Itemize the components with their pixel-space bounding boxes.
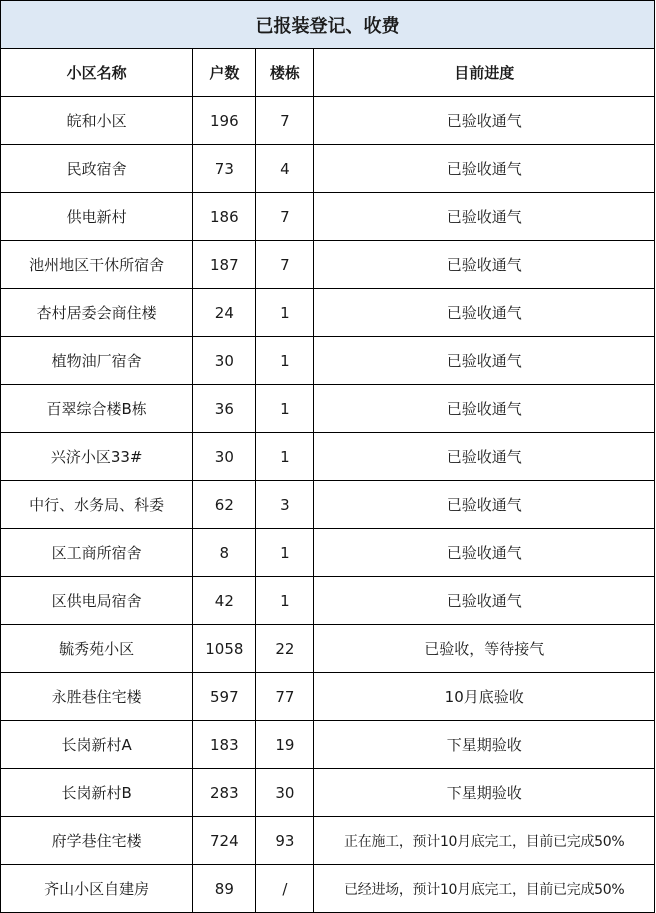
cell-buildings: 30 bbox=[256, 769, 314, 817]
cell-community-name: 皖和小区 bbox=[1, 97, 193, 145]
table-row bbox=[1, 337, 655, 385]
table-row bbox=[1, 289, 655, 337]
cell-buildings: 4 bbox=[256, 145, 314, 193]
table-row bbox=[1, 385, 655, 433]
cell-households: 8 bbox=[193, 529, 256, 577]
table-title: 已报装登记、收费 bbox=[1, 1, 655, 49]
cell-community-name: 区供电局宿舍 bbox=[1, 577, 193, 625]
cell-households: 36 bbox=[193, 385, 256, 433]
title-row bbox=[1, 1, 655, 49]
table-row bbox=[1, 721, 655, 769]
cell-households: 187 bbox=[193, 241, 256, 289]
cell-progress: 已验收，等待接气 bbox=[314, 625, 655, 673]
cell-progress: 10月底验收 bbox=[314, 673, 655, 721]
cell-households: 196 bbox=[193, 97, 256, 145]
cell-community-name: 池州地区干休所宿舍 bbox=[1, 241, 193, 289]
cell-progress: 已验收通气 bbox=[314, 193, 655, 241]
table-row bbox=[1, 97, 655, 145]
cell-progress: 已验收通气 bbox=[314, 241, 655, 289]
cell-households: 724 bbox=[193, 817, 256, 865]
cell-households: 73 bbox=[193, 145, 256, 193]
cell-community-name: 区工商所宿舍 bbox=[1, 529, 193, 577]
cell-households: 597 bbox=[193, 673, 256, 721]
table-row bbox=[1, 817, 655, 865]
table-row bbox=[1, 193, 655, 241]
cell-progress: 已验收通气 bbox=[314, 145, 655, 193]
cell-community-name: 供电新村 bbox=[1, 193, 193, 241]
cell-buildings: 1 bbox=[256, 577, 314, 625]
cell-progress: 正在施工，预计10月底完工，目前已完成50% bbox=[314, 817, 655, 865]
table-row bbox=[1, 529, 655, 577]
header-households: 户数 bbox=[193, 49, 256, 97]
cell-households: 183 bbox=[193, 721, 256, 769]
table-row bbox=[1, 673, 655, 721]
cell-buildings: 3 bbox=[256, 481, 314, 529]
cell-households: 42 bbox=[193, 577, 256, 625]
table-row bbox=[1, 625, 655, 673]
cell-progress: 已验收通气 bbox=[314, 529, 655, 577]
cell-progress: 已经进场，预计10月底完工，目前已完成50% bbox=[314, 865, 655, 913]
cell-progress: 已验收通气 bbox=[314, 97, 655, 145]
cell-buildings: 1 bbox=[256, 385, 314, 433]
cell-buildings: 77 bbox=[256, 673, 314, 721]
cell-progress: 已验收通气 bbox=[314, 337, 655, 385]
header-buildings: 楼栋 bbox=[256, 49, 314, 97]
cell-progress: 已验收通气 bbox=[314, 577, 655, 625]
table-row bbox=[1, 241, 655, 289]
cell-households: 186 bbox=[193, 193, 256, 241]
cell-buildings: 93 bbox=[256, 817, 314, 865]
cell-households: 30 bbox=[193, 337, 256, 385]
cell-progress: 已验收通气 bbox=[314, 481, 655, 529]
cell-community-name: 杏村居委会商住楼 bbox=[1, 289, 193, 337]
cell-buildings: 22 bbox=[256, 625, 314, 673]
cell-community-name: 中行、水务局、科委 bbox=[1, 481, 193, 529]
cell-progress: 已验收通气 bbox=[314, 385, 655, 433]
cell-buildings: 1 bbox=[256, 337, 314, 385]
header-row bbox=[1, 49, 655, 97]
cell-community-name: 长岗新村B bbox=[1, 769, 193, 817]
cell-households: 30 bbox=[193, 433, 256, 481]
cell-community-name: 永胜巷住宅楼 bbox=[1, 673, 193, 721]
header-progress: 目前进度 bbox=[314, 49, 655, 97]
cell-buildings: 7 bbox=[256, 97, 314, 145]
table-row bbox=[1, 769, 655, 817]
cell-households: 62 bbox=[193, 481, 256, 529]
cell-households: 283 bbox=[193, 769, 256, 817]
cell-buildings: / bbox=[256, 865, 314, 913]
cell-buildings: 1 bbox=[256, 289, 314, 337]
cell-buildings: 1 bbox=[256, 529, 314, 577]
header-community-name: 小区名称 bbox=[1, 49, 193, 97]
table-row bbox=[1, 481, 655, 529]
cell-households: 1058 bbox=[193, 625, 256, 673]
table-row bbox=[1, 433, 655, 481]
cell-buildings: 7 bbox=[256, 193, 314, 241]
cell-community-name: 植物油厂宿舍 bbox=[1, 337, 193, 385]
cell-community-name: 百翠综合楼B栋 bbox=[1, 385, 193, 433]
cell-buildings: 7 bbox=[256, 241, 314, 289]
table-row bbox=[1, 577, 655, 625]
cell-progress: 下星期验收 bbox=[314, 769, 655, 817]
cell-buildings: 1 bbox=[256, 433, 314, 481]
cell-progress: 已验收通气 bbox=[314, 289, 655, 337]
cell-progress: 下星期验收 bbox=[314, 721, 655, 769]
cell-community-name: 民政宿舍 bbox=[1, 145, 193, 193]
table-row bbox=[1, 145, 655, 193]
cell-progress: 已验收通气 bbox=[314, 433, 655, 481]
cell-households: 24 bbox=[193, 289, 256, 337]
cell-community-name: 兴济小区33# bbox=[1, 433, 193, 481]
cell-community-name: 长岗新村A bbox=[1, 721, 193, 769]
cell-community-name: 毓秀苑小区 bbox=[1, 625, 193, 673]
cell-households: 89 bbox=[193, 865, 256, 913]
table-row bbox=[1, 865, 655, 913]
cell-community-name: 齐山小区自建房 bbox=[1, 865, 193, 913]
cell-buildings: 19 bbox=[256, 721, 314, 769]
cell-community-name: 府学巷住宅楼 bbox=[1, 817, 193, 865]
